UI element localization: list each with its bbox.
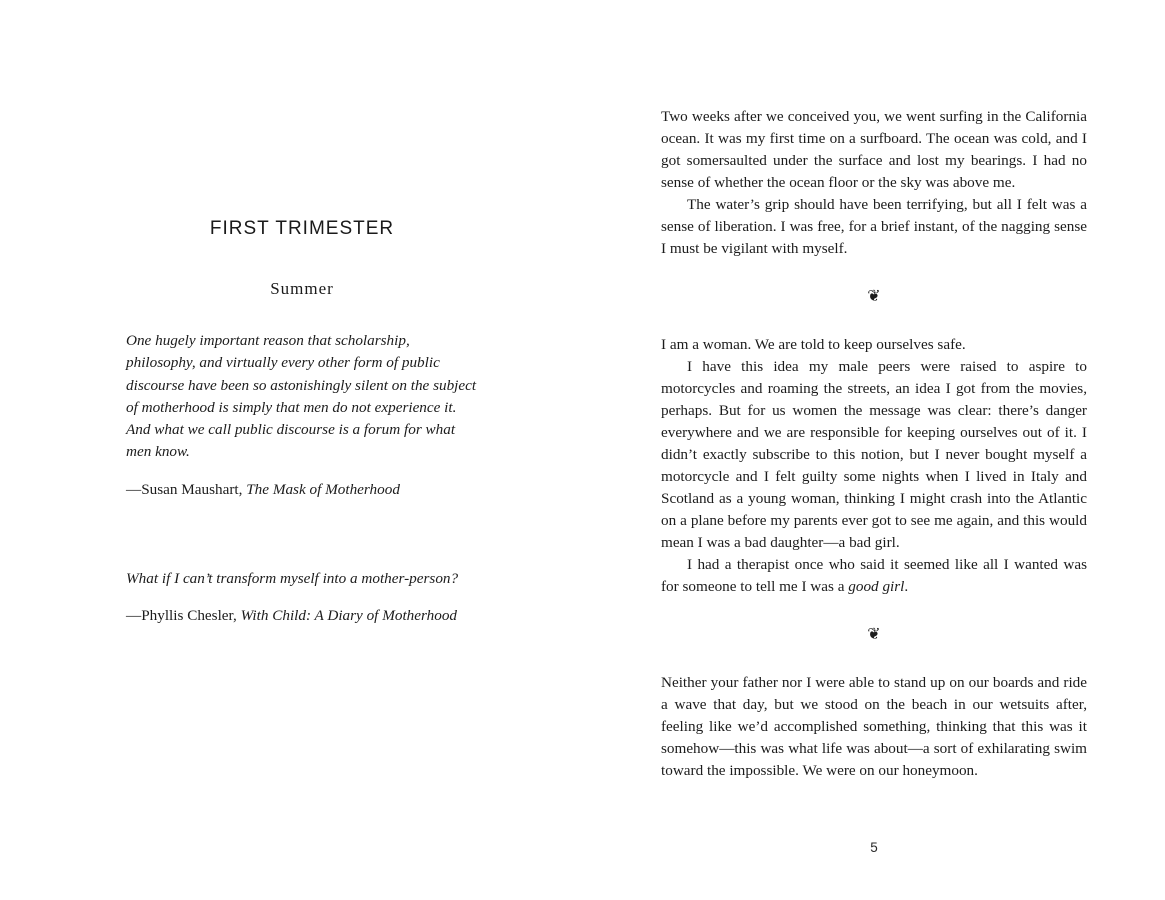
floral-ornament-icon: ❦ (867, 626, 881, 643)
attribution-author: —Phyllis Chesler, (126, 607, 241, 625)
epigraph-quote: What if I can’t transform myself into a mother-person? (126, 570, 459, 587)
left-page (126, 0, 478, 900)
epigraph-attribution (126, 605, 478, 627)
attribution-work-title: The Mask of Motherhood (246, 480, 400, 498)
paragraph: I have this idea my male peers were raised to aspire to motorcycles and roaming the streets, an idea I got from the movies, perhaps. But for us women the message was clear: there’s danger everywhere and we are responsible for keeping ourselves out of it. I didn’t exactly subscribe to this notion, but I never bought myself a motorcycle and I felt guilty some nights when I lived in Italy and Scotland as a young woman, thinking I might crash into the Atlantic on a plane before my parents ever got to see me again, and this would mean I was a bad daughter—a bad girl. (661, 358, 1087, 551)
epigraph-quote: One hugely important reason that scholarship, philosophy, and virtually every other form of public discourse have been so astonishingly silent on the subject of motherhood is simply that men do not experience it. And what we call public discourse is a forum for what men know. (126, 332, 477, 461)
attribution-work-title: With Child: A Diary of Motherhood (240, 607, 458, 625)
paragraph (661, 554, 1087, 598)
paragraph: The water’s grip should have been terrifying, but all I felt was a sense of liberation. I was free, for a brief instant, of the nagging sense I must be vigilant with myself. (661, 196, 1087, 257)
attribution-author: —Susan Maushart, (126, 480, 247, 498)
epigraph-chesler (126, 568, 478, 628)
paragraph-text: . (904, 578, 909, 595)
floral-ornament-icon: ❦ (867, 288, 881, 305)
page-number: 5 (870, 840, 878, 855)
epigraph-maushart (126, 330, 478, 501)
paragraph: Neither your father nor I were able to stand up on our boards and ride a wave that day, but we stood on the beach in our wetsuits after, feeling like we’d accomplished something, thinking that this was it somehow—this was what life was about—a sort of exhilarating swim toward the impossible. We were on our honeymoon. (661, 674, 1087, 779)
paragraph: I am a woman. We are told to keep ourselves safe. (661, 336, 966, 353)
section-title: FIRST TRIMESTER (209, 218, 395, 239)
paragraph: Two weeks after we conceived you, we went surfing in the California ocean. It was my first time on a surfboard. The ocean was cold, and I got somersaulted under the surface and lost my bearings. I had no sense of whether the ocean floor or the sky was above me. (661, 108, 1087, 191)
chapter-title: Summer (270, 279, 334, 298)
epigraph-attribution (126, 479, 478, 501)
right-page (661, 106, 1087, 782)
paragraph-text: I had a therapist once who said it seemed like all I wanted was for someone to tell me I was a (661, 556, 1087, 595)
emphasized-text: good girl (848, 578, 905, 595)
